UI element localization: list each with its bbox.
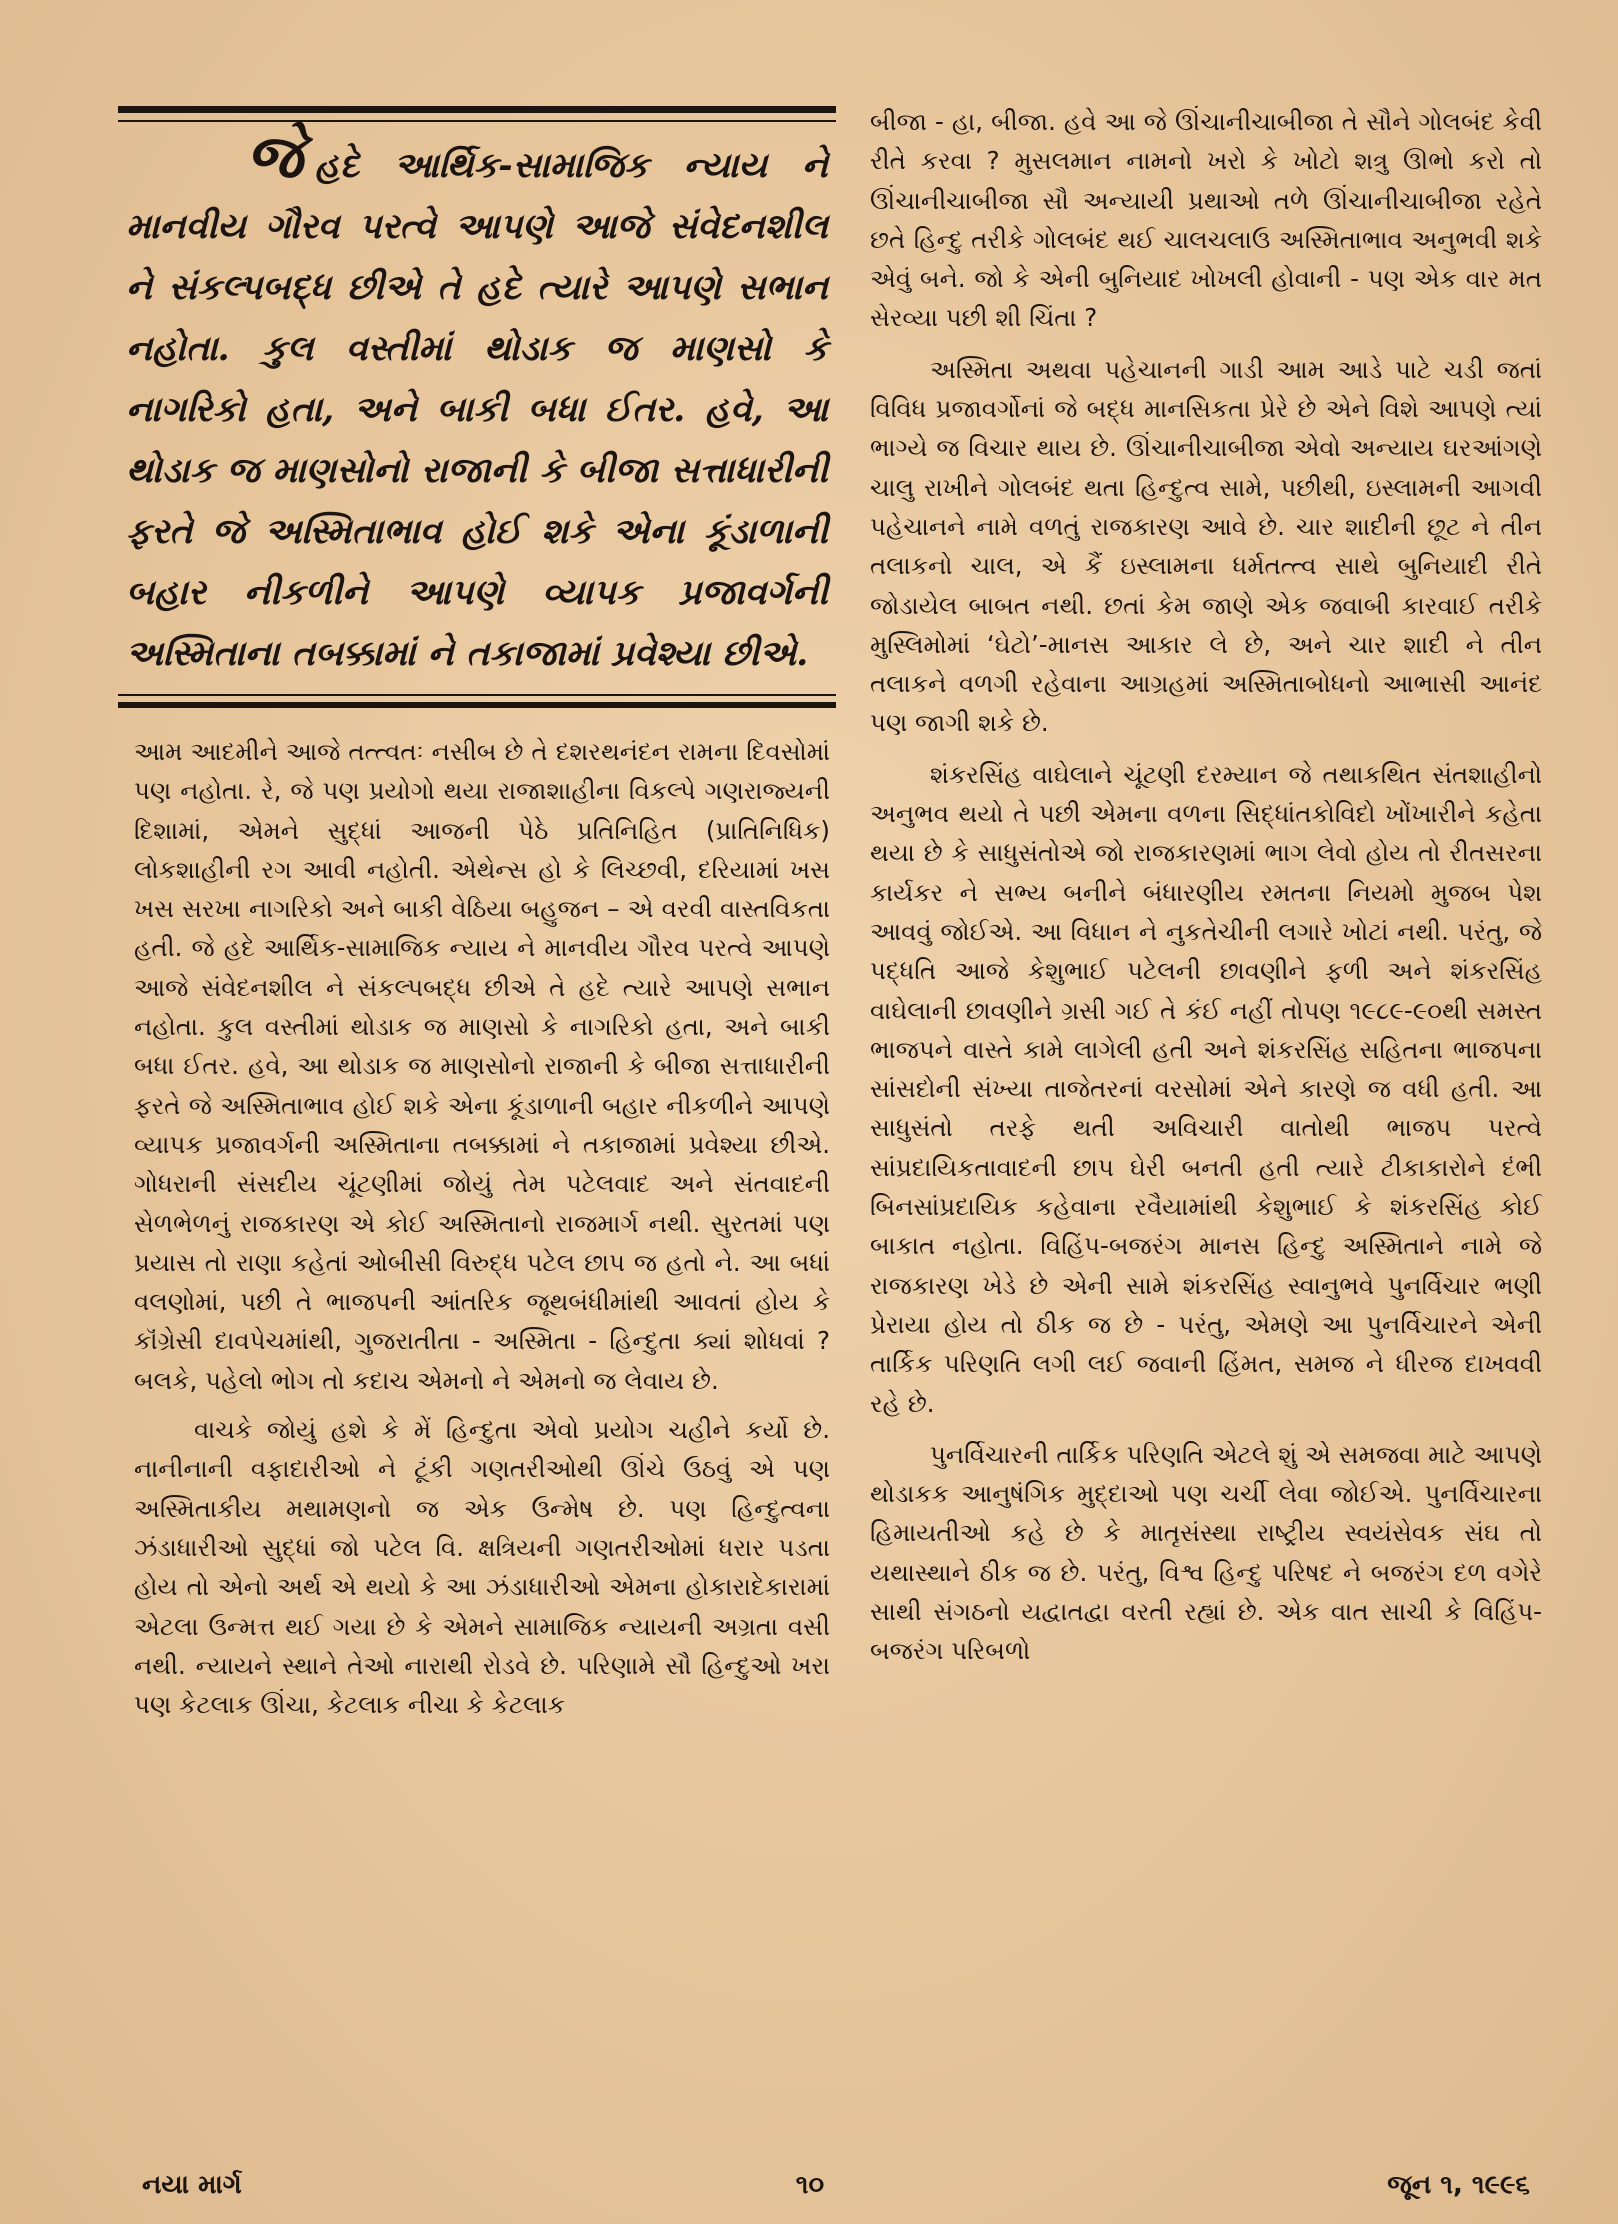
right-column	[870, 102, 1542, 2077]
body-paragraph: બીજા - હા, બીજા. હવે આ જે ઊંચાનીચાબીજા તે સૌને ગોલબંદ કેવી રીતે કરવા ? મુસલમાન નામનો ખરો કે ખોટો શત્રુ ઊભો કરો તો ઊંચાનીચાબીજા સૌ અન્યાયી પ્રથાઓ તળે ઊંચાનીચાબીજા રહેતે છતે હિન્દુ તરીકે ગોલબંદ થઈ ચાલચલાઉ અસ્મિતાભાવ અનુભવી શકે એવું બને. જો કે એની બુનિયાદ ખોખલી હોવાની - પણ એક વાર મત સેરવ્યા પછી શી ચિંતા ?	[870, 107, 1542, 333]
body-paragraph: શંકરસિંહ વાઘેલાને ચૂંટણી દરમ્યાન જે તથાકથિત સંતશાહીનો અનુભવ થયો તે પછી એમના વળના સિદ્ધાંતકોવિદો ખોંખારીને કહેતા થયા છે કે સાધુસંતોએ જો રાજકારણમાં ભાગ લેવો હોય તો રીતસરના કાર્યકર ને સભ્ય બનીને બંધારણીય રમતના નિયમો મુજબ પેશ આવવું જોઈએ. આ વિધાન ને નુકતેચીની લગારે ખોટાં નથી. પરંતુ, જે પદ્ધતિ આજે કેશુભાઈ પટેલની છાવણીને ફળી અને શંકરસિંહ વાઘેલાની છાવણીને ગ્રસી ગઈ તે કંઈ નહીં તોપણ ૧૯૮૯-૯૦થી સમસ્ત ભાજપને વાસ્તે કામે લાગેલી હતી અને શંકરસિંહ સહિતના ભાજપના સાંસદોની સંખ્યા તાજેતરનાં વરસોમાં એને કારણે જ વધી હતી. આ સાધુસંતો તરફે થતી અવિચારી વાતોથી ભાજપ પરત્વે સાંપ્રદાયિકતાવાદની છાપ ઘેરી બનતી હતી ત્યારે ટીકાકારોને દંભી બિનસાંપ્રદાયિક કહેવાના રવૈયામાંથી કેશુભાઈ કે શંકરસિંહ કોઈ બાકાત નહોતા. વિહિંપ-બજરંગ માનસ હિન્દુ અસ્મિતાને નામે જે રાજકારણ ખેડે છે એની સામે શંકરસિંહ સ્વાનુભવે પુનર્વિચાર ભણી પ્રેરાયા હોય તો ઠીક જ છે - પરંતુ, એમણે આ પુનર્વિચારને એની તાર્કિક પરિણતિ લગી લઈ જવાની હિંમત, સમજ ને ધીરજ દાખવવી રહે છે.	[870, 759, 1542, 1418]
footer-magazine-name: નયા માર્ગ	[142, 2170, 242, 2200]
left-column	[134, 732, 830, 2070]
body-paragraph: અસ્મિતા અથવા પહેચાનની ગાડી આમ આડે પાટે ચડી જતાં વિવિધ પ્રજાવર્ગોનાં જે બદ્ધ માનસિકતા પ્રેરે છે એને વિશે આપણે ત્યાં ભાગ્યે જ વિચાર થાય છે. ઊંચાનીચાબીજા એવો અન્યાય ઘરઆંગણે ચાલુ રાખીને ગોલબંદ થતા હિન્દુત્વ સામે, પછીથી, ઇસ્લામની આગવી પહેચાનને નામે વળતું રાજકારણ આવે છે. ચાર શાદીની છૂટ ને તીન તલાકનો ચાલ, એ કૈં ઇસ્લામના ધર્મતત્ત્વ સાથે બુનિયાદી રીતે જોડાયેલ બાબત નથી. છતાં કેમ જાણે એક જવાબી કારવાઈ તરીકે મુસ્લિમોમાં ‘ઘેટો’-માનસ આકાર લે છે, અને ચાર શાદી ને તીન તલાકને વળગી રહેવાના આગ્રહમાં અસ્મિતાબોધનો આભાસી આનંદ પણ જાગી શકે છે.	[870, 354, 1542, 738]
pull-quote-dropcap: જે	[246, 122, 303, 192]
pull-quote	[126, 122, 828, 685]
footer-page-number: ૧૦	[795, 2170, 825, 2200]
pull-quote-bottom-rule	[118, 702, 836, 708]
body-paragraph: વાચકે જોયું હશે કે મેં હિન્દુતા એવો પ્રયોગ ચહીને કર્યો છે. નાનીનાની વફાદારીઓ ને ટૂંકી ગણતરીઓથી ઊંચે ઉઠવું એ પણ અસ્મિતાકીય મથામણનો જ એક ઉન્મેષ છે. પણ હિન્દુત્વના ઝંડાધારીઓ સુદ્ધાં જો પટેલ વિ. ક્ષત્રિયની ગણતરીઓમાં ધરાર પડતા હોય તો એનો અર્થ એ થયો કે આ ઝંડાધારીઓ એમના હોકારાદેકારામાં એટલા ઉન્મત્ત થઈ ગયા છે કે એમને સામાજિક ન્યાયની અગ્રતા વસી નથી. ન્યાયને સ્થાને તેઓ નારાથી રોડવે છે. પરિણામે સૌ હિન્દુઓ ખરા પણ કેટલાક ઊંચા, કેટલાક નીચા કે કેટલાક	[134, 1415, 830, 1720]
pull-quote-text: હદે આર્થિક-સામાજિક ન્યાય ને માનવીય ગૌરવ પરત્વે આપણે આજે સંવેદનશીલ ને સંકલ્પબદ્ધ છીએ તે હદે ત્યારે આપણે સભાન નહોતા. કુલ વસ્તીમાં થોડાક જ માણસો કે નાગરિકો હતા, અને બાકી બધા ઈતર. હવે, આ થોડાક જ માણસોનો રાજાની કે બીજા સત્તાધારીની ફરતે જે અસ્મિતાભાવ હોઈ શકે એના કૂંડાળાની બહાર નીકળીને આપણે વ્યાપક પ્રજાવર્ગની અસ્મિતાના તબક્કામાં ને તકાજામાં પ્રવેશ્યા છીએ.	[126, 145, 828, 674]
pull-quote-bottom-thin-rule	[118, 694, 836, 696]
body-paragraph: આમ આદમીને આજે તત્ત્વતઃ નસીબ છે તે દશરથનંદન રામના દિવસોમાં પણ નહોતા. રે, જે પણ પ્રયોગો થયા રાજાશાહીના વિકલ્પે ગણરાજ્યની દિશામાં, એમને સુદ્ધાં આજની પેઠે પ્રતિનિહિત (પ્રાતિનિધિક) લોકશાહીની રગ આવી નહોતી. એથેન્સ હો કે લિચ્છવી, દરિયામાં ખસ ખસ સરખા નાગરિકો અને બાકી વેઠિયા બહુજન – એ વરવી વાસ્તવિકતા હતી. જે હદે આર્થિક-સામાજિક ન્યાય ને માનવીય ગૌરવ પરત્વે આપણે આજે સંવેદનશીલ ને સંકલ્પબદ્ધ છીએ તે હદે ત્યારે આપણે સભાન નહોતા. કુલ વસ્તીમાં થોડાક જ માણસો કે નાગરિકો હતા, અને બાકી બધા ઈતર. હવે, આ થોડાક જ માણસોનો રાજાની કે બીજા સત્તાધારીની ફરતે જે અસ્મિતાભાવ હોઈ શકે એના કૂંડાળાની બહાર નીકળીને આપણે વ્યાપક પ્રજાવર્ગની અસ્મિતાના તબક્કામાં ને તકાજામાં પ્રવેશ્યા છીએ. ગોધરાની સંસદીય ચૂંટણીમાં જોયું તેમ પટેલવાદ અને સંતવાદની સેળભેળનું રાજકારણ એ કોઈ અસ્મિતાનો રાજમાર્ગ નથી. સુરતમાં પણ પ્રયાસ તો રાણા કહેતાં ઓબીસી વિરુદ્ધ પટેલ છાપ જ હતો ને. આ બધાં વલણોમાં, પછી તે ભાજપની આંતરિક જૂથબંધીમાંથી આવતાં હોય કે કૉંગ્રેસી દાવપેચમાંથી, ગુજરાતીતા - અસ્મિતા - હિન્દુતા ક્યાં શોધવાં ? બલકે, પહેલો ભોગ તો કદાચ એમનો ને એમનો જ લેવાય છે.	[134, 737, 830, 1395]
pull-quote-top-rule	[118, 106, 836, 113]
footer-date: જૂન ૧, ૧૯૯૬	[1387, 2170, 1530, 2200]
pull-quote-top-thin-rule	[118, 120, 836, 122]
body-paragraph: પુનર્વિચારની તાર્કિક પરિણતિ એટલે શું એ સમજવા માટે આપણે થોડાકક આનુષંગિક મુદ્દાઓ પણ ચર્ચી લેવા જોઈએ. પુનર્વિચારના હિમાયતીઓ કહે છે કે માતૃસંસ્થા રાષ્ટ્રીય સ્વયંસેવક સંઘ તો યથાસ્થાને ઠીક જ છે. પરંતુ, વિશ્વ હિન્દુ પરિષદ ને બજરંગ દળ વગેરે સાથી સંગઠનો યદ્વાતદ્વા વરતી રહ્યાં છે. એક વાત સાચી કે વિહિંપ-બજરંગ પરિબળો	[870, 1439, 1542, 1666]
